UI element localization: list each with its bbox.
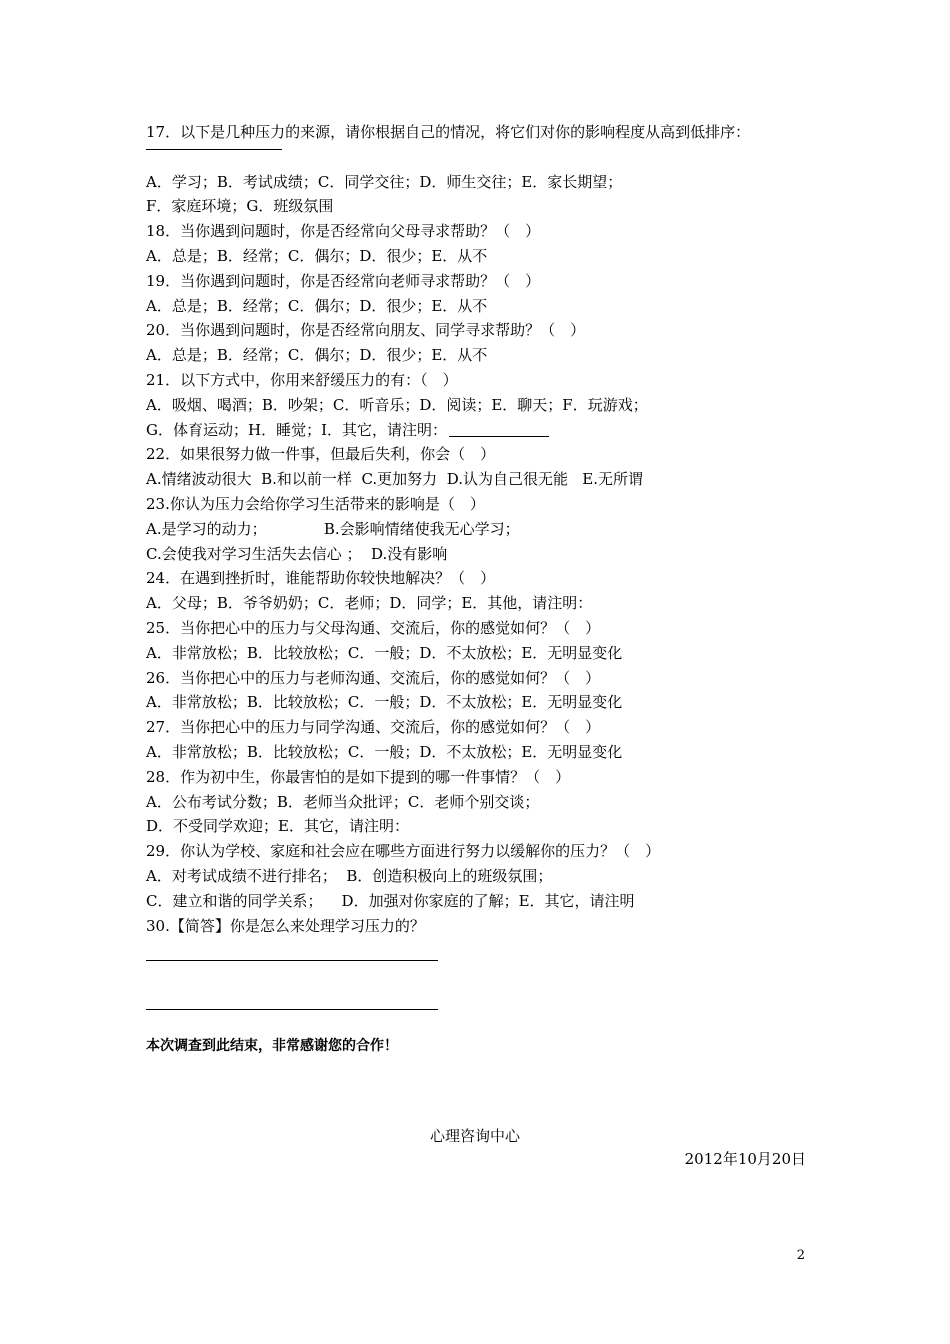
q22-question: 22．如果很努力做一件事，但最后失利，你会（ ） xyxy=(146,445,496,464)
q29-question: 29．你认为学校、家庭和社会应在哪些方面进行努力以缓解你的压力？（ ） xyxy=(146,842,661,861)
q19-question: 19．当你遇到问题时，你是否经常向老师寻求帮助？（ ） xyxy=(146,271,541,290)
q21-fill-blank[interactable] xyxy=(449,420,549,437)
q21-question: 21．以下方式中，你用来舒缓压力的有：（ ） xyxy=(146,370,458,389)
page-number: 2 xyxy=(796,1248,805,1263)
q30-answer-line-1[interactable] xyxy=(146,938,826,963)
q21-options-2 xyxy=(146,418,826,443)
q25-question: 25．当你把心中的压力与父母沟通、交流后，你的感觉如何？（ ） xyxy=(146,618,601,637)
closing-message: 本次调查到此结束，非常感谢您的合作！ xyxy=(146,1038,398,1055)
q28-options-1: A．公布考试分数；B．老师当众批评；C．老师个别交谈； xyxy=(146,792,540,811)
q18-question: 18．当你遇到问题时，你是否经常向父母寻求帮助？（ ） xyxy=(146,222,541,241)
q26-options: A．非常放松；B．比较放松；C．一般；D．不太放松；E．无明显变化 xyxy=(146,693,623,712)
questionnaire-body xyxy=(146,120,826,1059)
q18-options: A．总是；B．经常；C．偶尔；D．很少；E．从不 xyxy=(146,246,488,265)
q23-options-1: A.是学习的动力； B.会影响情绪使我无心学习； xyxy=(146,519,520,538)
q30-answer-line-2[interactable] xyxy=(146,987,826,1012)
q17-options-2: F．家庭环境；G．班级氛围 xyxy=(146,197,334,216)
q20-question: 20．当你遇到问题时，你是否经常向朋友、同学寻求帮助？（ ） xyxy=(146,321,586,340)
signature: 心理咨询中心 xyxy=(429,1127,520,1145)
q22-options: A.情绪波动很大 B.和以前一样 C.更加努力 D.认为自己很无能 E.无所谓 xyxy=(146,470,643,489)
q29-options-1: A．对考试成绩不进行排名； B．创造积极向上的班级氛围； xyxy=(146,866,553,885)
q17-question: 17．以下是几种压力的来源，请你根据自己的情况，将它们对你的影响程度从高到低排序： xyxy=(146,123,751,141)
q29-options-2: C．建立和谐的同学关系； D．加强对你家庭的了解；E．其它，请注明 xyxy=(146,891,635,910)
q24-question: 24．在遇到挫折时，谁能帮助你较快地解决？（ ） xyxy=(146,569,496,588)
q26-question: 26．当你把心中的压力与老师沟通、交流后，你的感觉如何？（ ） xyxy=(146,668,601,687)
q19-options: A．总是；B．经常；C．偶尔；D．很少；E．从不 xyxy=(146,296,488,315)
q23-options-2: C.会使我对学习生活失去信心 ； D.没有影响 xyxy=(146,544,448,563)
q21-options-2-text: G．体育运动；H．睡觉；I．其它，请注明： xyxy=(146,420,447,439)
q21-options-1: A．吸烟、喝酒；B．吵架；C．听音乐；D．阅读；E．聊天；F．玩游戏； xyxy=(146,395,648,414)
q24-options: A．父母；B．爷爷奶奶；C．老师；D．同学；E．其他，请注明： xyxy=(146,594,593,613)
q27-question: 27．当你把心中的压力与同学沟通、交流后，你的感觉如何？（ ） xyxy=(146,718,601,737)
q17-answer-line[interactable] xyxy=(146,145,826,170)
q28-options-2: D．不受同学欢迎；E．其它，请注明： xyxy=(146,817,409,836)
date: 2012年10月20日 xyxy=(684,1150,806,1168)
q23-question: 23.你认为压力会给你学习生活带来的影响是（ ） xyxy=(146,494,485,513)
q20-options: A．总是；B．经常；C．偶尔；D．很少；E．从不 xyxy=(146,346,488,365)
q28-question: 28．作为初中生，你最害怕的是如下提到的哪一件事情？（ ） xyxy=(146,767,571,786)
q27-options: A．非常放松；B．比较放松；C．一般；D．不太放松；E．无明显变化 xyxy=(146,742,623,761)
q25-options: A．非常放松；B．比较放松；C．一般；D．不太放松；E．无明显变化 xyxy=(146,643,623,662)
q30-question: 30.【简答】你是怎么来处理学习压力的？ xyxy=(146,916,425,935)
q17-options-1: A．学习；B．考试成绩；C．同学交往；D．师生交往；E．家长期望； xyxy=(146,172,623,191)
